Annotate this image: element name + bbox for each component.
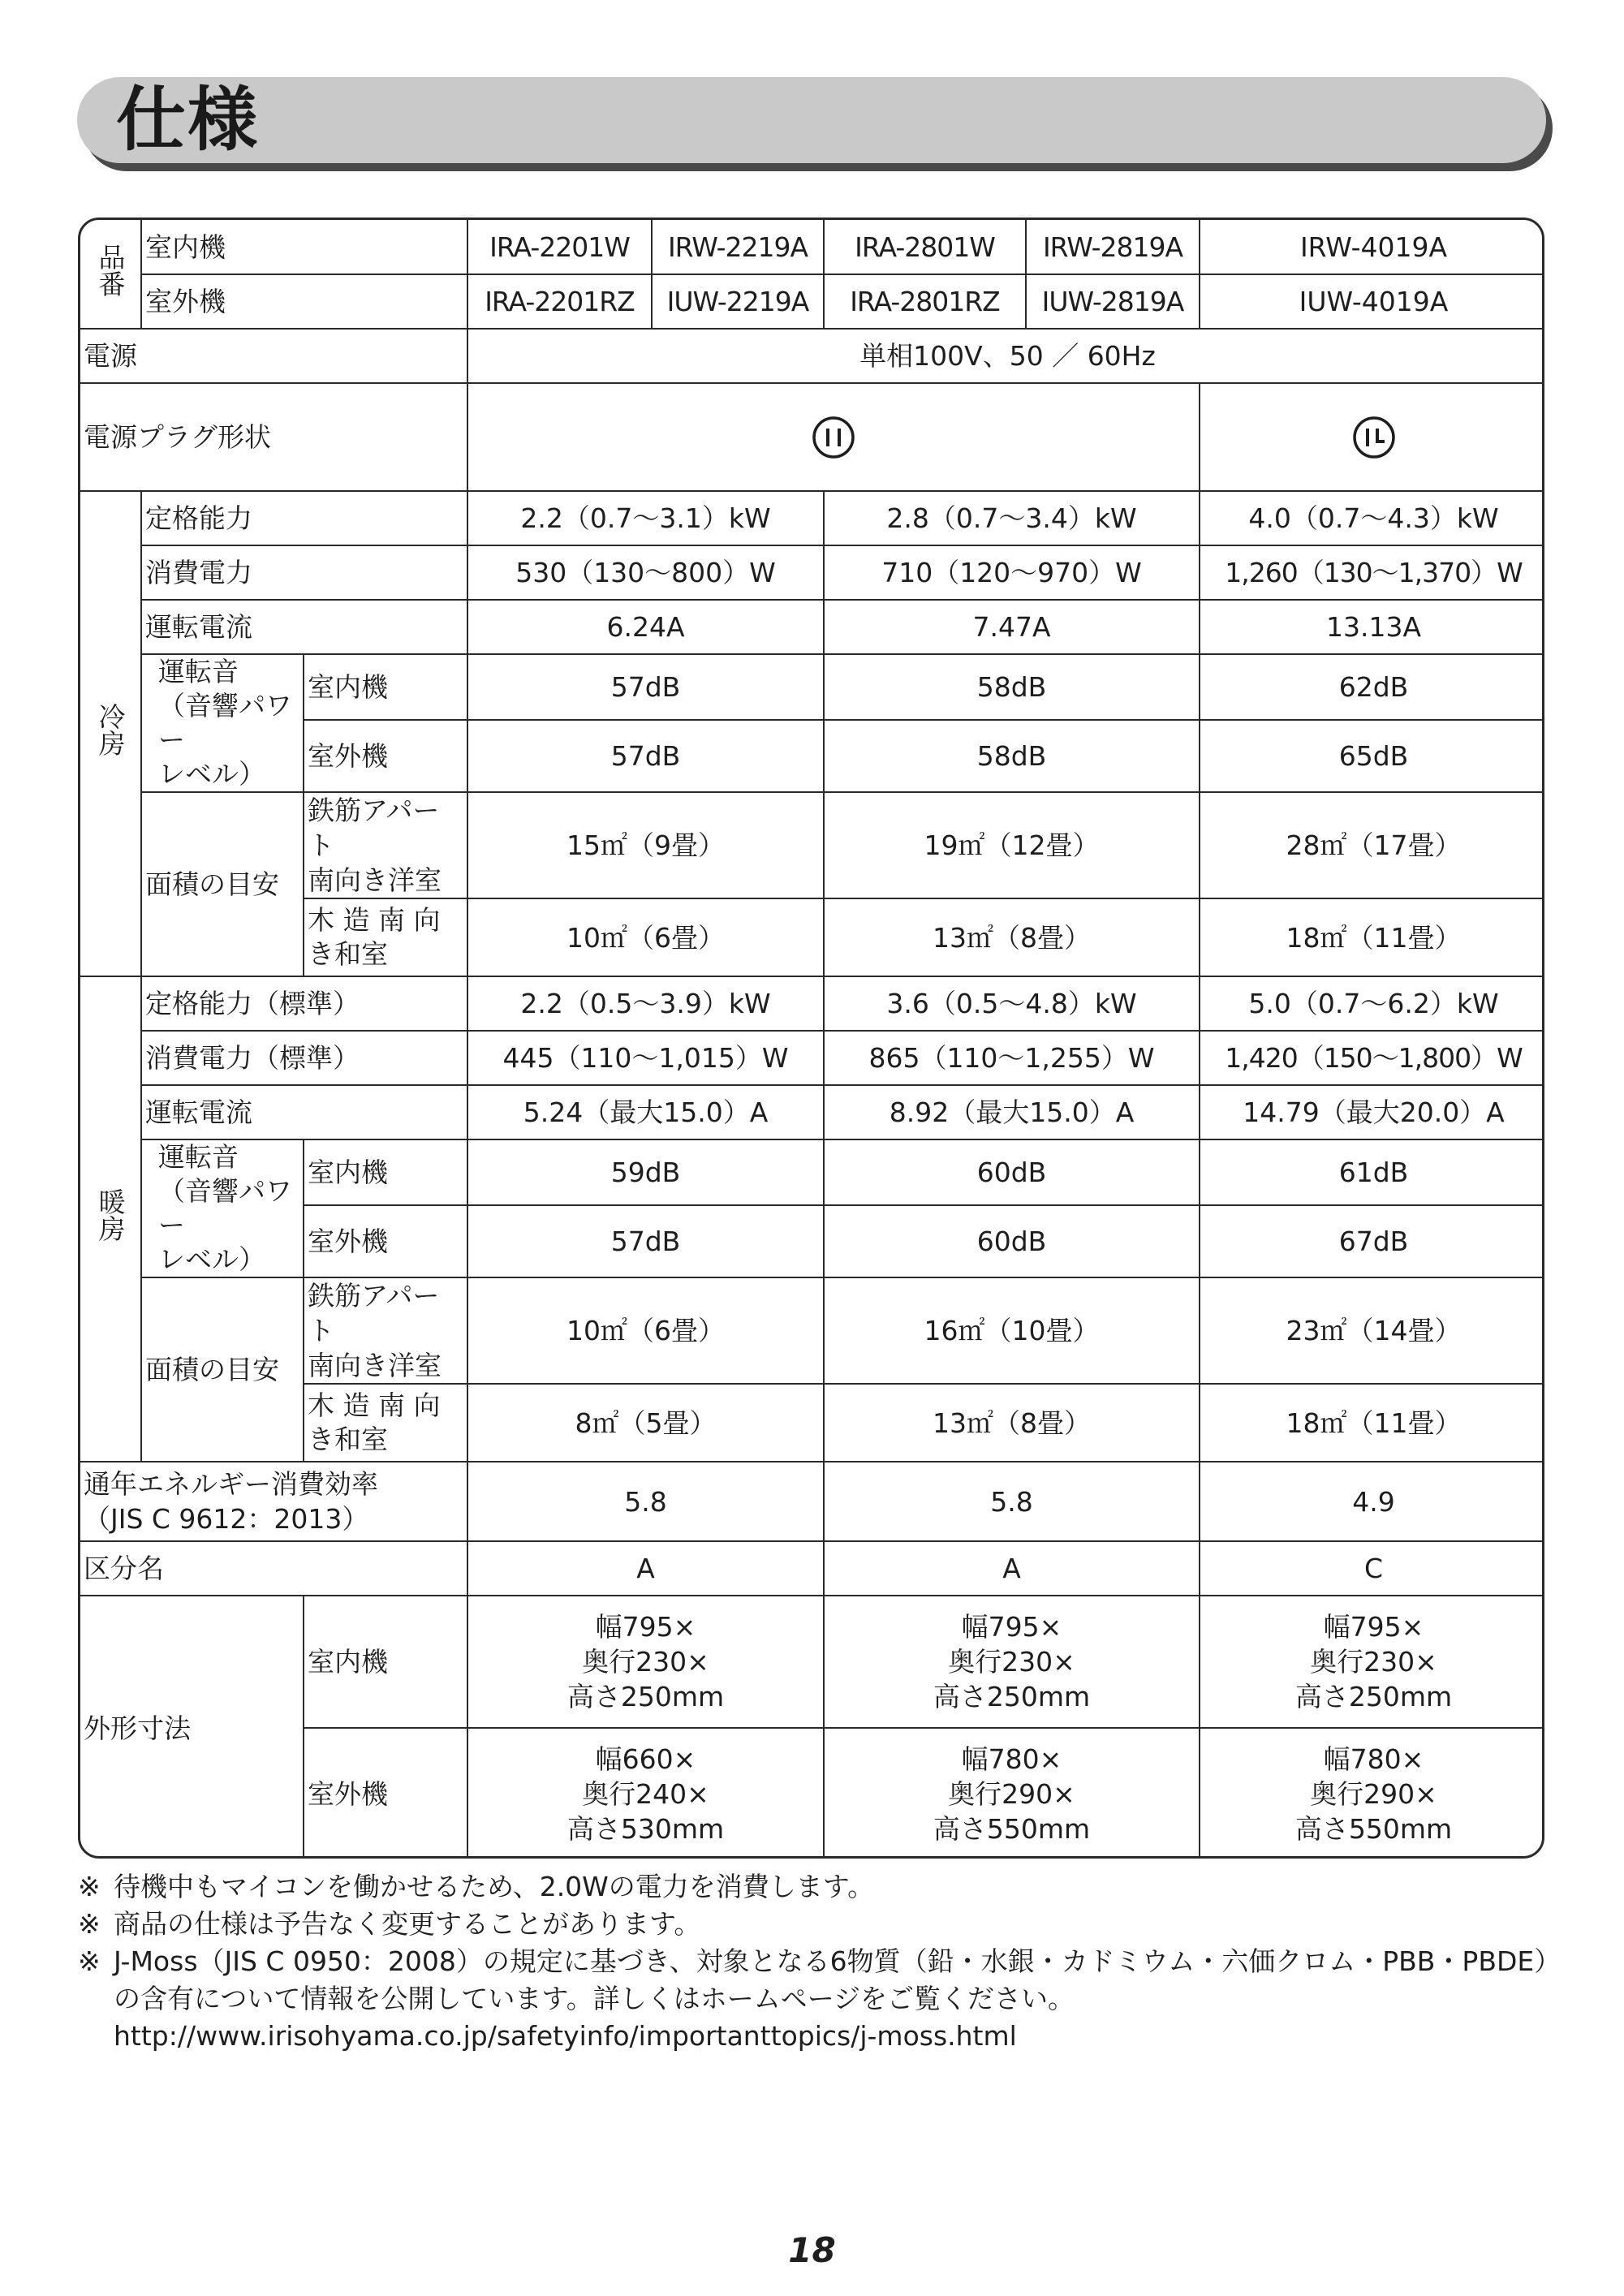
heating-power-value: 865（110～1,255）W: [824, 1031, 1200, 1085]
area-rc-label-line: 南向き洋室: [308, 864, 442, 896]
dim-line: 幅795×: [595, 1611, 696, 1643]
noise-label-line: レベル）: [158, 1243, 265, 1275]
note-item: [78, 1906, 1555, 1943]
cooling-noise-outdoor-label: 室外機: [304, 720, 467, 792]
cooling-noise-indoor-label: 室内機: [304, 654, 467, 720]
cooling-area-rc-row: [80, 792, 1544, 898]
dimensions-outdoor-value: [467, 1728, 824, 1859]
dim-line: 幅795×: [961, 1611, 1062, 1643]
heating-noise-outdoor-value: 57dB: [467, 1205, 824, 1277]
outdoor-model-label: 室外機: [141, 274, 467, 329]
cooling-current-row: [80, 600, 1544, 654]
noise-label-line: レベル）: [158, 758, 265, 790]
dim-line: 高さ250mm: [933, 1681, 1091, 1712]
parallel-plug-icon: [812, 416, 855, 459]
cooling-power-value: 530（130～800）W: [467, 545, 824, 600]
cooling-area-wood-value: 18㎡（11畳）: [1200, 898, 1544, 976]
noise-label-line: （音響パワー: [158, 1175, 292, 1241]
spec-table-frame: [78, 218, 1544, 1859]
cooling-category-text: 冷房: [94, 703, 127, 756]
dim-line: 高さ550mm: [1294, 1813, 1453, 1845]
cooling-noise-indoor-row: [80, 654, 1544, 720]
cooling-capacity-label: 定格能力: [141, 491, 467, 545]
heating-noise-outdoor-value: 60dB: [824, 1205, 1200, 1277]
heating-category-text: 暖房: [94, 1188, 127, 1242]
dimensions-indoor-label: 室内機: [304, 1596, 467, 1728]
noise-label-line: 運転音: [158, 1141, 239, 1173]
cooling-capacity-value: 2.8（0.7～3.4）kW: [824, 491, 1200, 545]
cooling-current-value: 6.24A: [467, 600, 824, 654]
note-mark: ※: [78, 1871, 101, 1902]
heating-noise-indoor-value: 60dB: [824, 1139, 1200, 1205]
area-rc-label-line: 鉄筋アパート: [308, 1280, 440, 1346]
heating-capacity-label: 定格能力（標準）: [141, 976, 467, 1031]
cooling-power-value: 1,260（130～1,370）W: [1200, 545, 1544, 600]
heating-area-wood-label: [304, 1384, 467, 1462]
dim-line: 幅795×: [1323, 1611, 1424, 1643]
dimensions-indoor-value: [467, 1596, 824, 1728]
heating-noise-outdoor-value: 67dB: [1200, 1205, 1544, 1277]
plug-type-b: [1200, 383, 1544, 491]
heating-noise-indoor-label: 室内機: [304, 1139, 467, 1205]
heating-power-row: [80, 1031, 1544, 1085]
cooling-noise-indoor-value: 57dB: [467, 654, 824, 720]
cooling-noise-label: [141, 654, 304, 792]
cooling-noise-indoor-value: 58dB: [824, 654, 1200, 720]
outdoor-model-5: IUW-4019A: [1200, 274, 1544, 329]
efficiency-label-line: （JIS C 9612：2013）: [84, 1503, 369, 1535]
dim-line: 奥行230×: [582, 1646, 709, 1678]
cooling-current-label: 運転電流: [141, 600, 467, 654]
heating-noise-outdoor-label: 室外機: [304, 1205, 467, 1277]
dim-line: 奥行230×: [948, 1646, 1075, 1678]
dim-line: 奥行290×: [948, 1778, 1075, 1810]
area-wood-label-line: 木 造 南 向: [308, 904, 441, 936]
heating-capacity-value: 2.2（0.5～3.9）kW: [467, 976, 824, 1031]
efficiency-value: 4.9: [1200, 1462, 1544, 1541]
heating-area-rc-row: [80, 1277, 1544, 1384]
dim-line: 幅660×: [595, 1743, 696, 1775]
heating-area-rc-label: [304, 1277, 467, 1384]
heating-power-label: 消費電力（標準）: [141, 1031, 467, 1085]
dim-line: 奥行290×: [1310, 1778, 1437, 1810]
note-item: [78, 1868, 1555, 1906]
notes: [78, 1868, 1555, 2055]
power-label: 電源: [80, 329, 467, 383]
note-text: [114, 1943, 1555, 2055]
indoor-model-4: IRW-2819A: [1026, 220, 1200, 274]
category-name-row: [80, 1541, 1544, 1596]
heating-noise-indoor-value: 59dB: [467, 1139, 824, 1205]
heating-capacity-value: 5.0（0.7～6.2）kW: [1200, 976, 1544, 1031]
dimensions-outdoor-value: [824, 1728, 1200, 1859]
cooling-noise-outdoor-value: 65dB: [1200, 720, 1544, 792]
power-value: 単相100V、50 ／ 60Hz: [467, 329, 1544, 383]
power-row: [80, 329, 1544, 383]
dim-line: 幅780×: [961, 1743, 1062, 1775]
cooling-area-label: 面積の目安: [141, 792, 304, 976]
cooling-area-rc-value: 28㎡（17畳）: [1200, 792, 1544, 898]
heating-power-value: 1,420（150～1,800）W: [1200, 1031, 1544, 1085]
noise-label-line: 運転音: [158, 656, 239, 687]
heating-area-wood-value: 18㎡（11畳）: [1200, 1384, 1544, 1462]
dim-line: 高さ250mm: [566, 1681, 725, 1712]
note-text: 待機中もマイコンを働かせるため、2.0Wの電力を消費します。: [114, 1871, 875, 1902]
heating-current-value: 5.24（最大15.0）A: [467, 1085, 824, 1139]
outdoor-model-3: IRA-2801RZ: [824, 274, 1026, 329]
indoor-model-5: IRW-4019A: [1200, 220, 1544, 274]
dim-line: 高さ250mm: [1294, 1681, 1453, 1712]
category-name-value: A: [467, 1541, 824, 1596]
jmoss-url-link[interactable]: http://www.irisohyama.co.jp/safetyinfo/importanttopics/j-moss.html: [114, 2020, 1017, 2052]
cooling-area-rc-value: 15㎡（9畳）: [467, 792, 824, 898]
cooling-area-wood-value: 13㎡（8畳）: [824, 898, 1200, 976]
efficiency-value: 5.8: [467, 1462, 824, 1541]
indoor-model-2: IRW-2219A: [652, 220, 824, 274]
heating-noise-indoor-row: [80, 1139, 1544, 1205]
heating-noise-label: [141, 1139, 304, 1277]
category-name-label: 区分名: [80, 1541, 467, 1596]
heating-current-value: 8.92（最大15.0）A: [824, 1085, 1200, 1139]
cooling-noise-outdoor-value: 57dB: [467, 720, 824, 792]
outdoor-model-4: IUW-2819A: [1026, 274, 1200, 329]
area-wood-label-line: 木 造 南 向: [308, 1389, 441, 1421]
heating-capacity-row: [80, 976, 1544, 1031]
heating-noise-indoor-value: 61dB: [1200, 1139, 1544, 1205]
hinban-label: [80, 220, 141, 329]
plug-row: [80, 383, 1544, 491]
dimensions-indoor-row: [80, 1596, 1544, 1728]
area-wood-label-line: き和室: [308, 1424, 388, 1455]
note-text-body: J-Moss（JIS C 0950：2008）の規定に基づき、対象となる6物質（鉛・水銀・カドミウム・六価クロム・PBB・PBDE）の含有について情報を公開しています。詳しくはホームページをご覧ください。: [114, 1945, 1548, 2014]
efficiency-label-line: 通年エネルギー消費効率: [84, 1468, 378, 1500]
cooling-capacity-row: [80, 491, 1544, 545]
cooling-area-wood-value: 10㎡（6畳）: [467, 898, 824, 976]
area-rc-label-line: 南向き洋室: [308, 1350, 442, 1381]
dimensions-indoor-value: [824, 1596, 1200, 1728]
note-mark: ※: [78, 1945, 101, 1977]
indoor-model-3: IRA-2801W: [824, 220, 1026, 274]
noise-label-line: （音響パワー: [158, 690, 292, 756]
heating-current-value: 14.79（最大20.0）A: [1200, 1085, 1544, 1139]
cooling-current-value: 7.47A: [824, 600, 1200, 654]
cooling-noise-indoor-value: 62dB: [1200, 654, 1544, 720]
efficiency-value: 5.8: [824, 1462, 1200, 1541]
indoor-model-label: 室内機: [141, 220, 467, 274]
heating-area-rc-value: 23㎡（14畳）: [1200, 1277, 1544, 1384]
heating-capacity-value: 3.6（0.5～4.8）kW: [824, 976, 1200, 1031]
note-text: 商品の仕様は予告なく変更することがあります。: [114, 1908, 701, 1940]
l-shaped-plug-icon: [1352, 416, 1396, 459]
heating-current-row: [80, 1085, 1544, 1139]
heating-area-label: 面積の目安: [141, 1277, 304, 1462]
cooling-current-value: 13.13A: [1200, 600, 1544, 654]
cooling-category: [80, 491, 141, 976]
heating-area-rc-value: 10㎡（6畳）: [467, 1277, 824, 1384]
cooling-power-row: [80, 545, 1544, 600]
heating-area-wood-value: 8㎡（5畳）: [467, 1384, 824, 1462]
cooling-noise-outdoor-value: 58dB: [824, 720, 1200, 792]
dimensions-indoor-value: [1200, 1596, 1544, 1728]
outdoor-model-row: [80, 274, 1544, 329]
heating-power-value: 445（110～1,015）W: [467, 1031, 824, 1085]
outdoor-model-2: IUW-2219A: [652, 274, 824, 329]
dimensions-outdoor-label: 室外機: [304, 1728, 467, 1859]
area-wood-label-line: き和室: [308, 938, 388, 970]
cooling-area-wood-label: [304, 898, 467, 976]
dim-line: 高さ550mm: [933, 1813, 1091, 1845]
heating-area-wood-value: 13㎡（8畳）: [824, 1384, 1200, 1462]
indoor-model-1: IRA-2201W: [467, 220, 652, 274]
heating-category: [80, 976, 141, 1462]
heating-area-rc-value: 16㎡（10畳）: [824, 1277, 1200, 1384]
plug-type-a: [467, 383, 1200, 491]
note-item: [78, 1943, 1555, 2055]
dim-line: 幅780×: [1323, 1743, 1424, 1775]
section-title-bar: [77, 77, 1546, 163]
efficiency-row: [80, 1462, 1544, 1541]
plug-label: 電源プラグ形状: [80, 383, 467, 491]
cooling-area-rc-label: [304, 792, 467, 898]
page-title: 仕様: [116, 80, 259, 161]
cooling-capacity-value: 2.2（0.7～3.1）kW: [467, 491, 824, 545]
area-rc-label-line: 鉄筋アパート: [308, 795, 440, 861]
dimensions-outdoor-value: [1200, 1728, 1544, 1859]
outdoor-model-1: IRA-2201RZ: [467, 274, 652, 329]
page-number: 18: [788, 2230, 836, 2270]
dim-line: 奥行230×: [1310, 1646, 1437, 1678]
dimensions-label: 外形寸法: [80, 1596, 304, 1859]
category-name-value: A: [824, 1541, 1200, 1596]
category-name-value: C: [1200, 1541, 1544, 1596]
heating-current-label: 運転電流: [141, 1085, 467, 1139]
cooling-capacity-value: 4.0（0.7～4.3）kW: [1200, 491, 1544, 545]
dim-line: 奥行240×: [582, 1778, 709, 1810]
efficiency-label: [80, 1462, 467, 1541]
cooling-power-label: 消費電力: [141, 545, 467, 600]
cooling-power-value: 710（120～970）W: [824, 545, 1200, 600]
hinban-text: 品番: [94, 243, 127, 297]
note-mark: ※: [78, 1908, 101, 1940]
spec-table: [80, 220, 1544, 1859]
dim-line: 高さ530mm: [566, 1813, 725, 1845]
indoor-model-row: [80, 220, 1544, 274]
cooling-area-rc-value: 19㎡（12畳）: [824, 792, 1200, 898]
